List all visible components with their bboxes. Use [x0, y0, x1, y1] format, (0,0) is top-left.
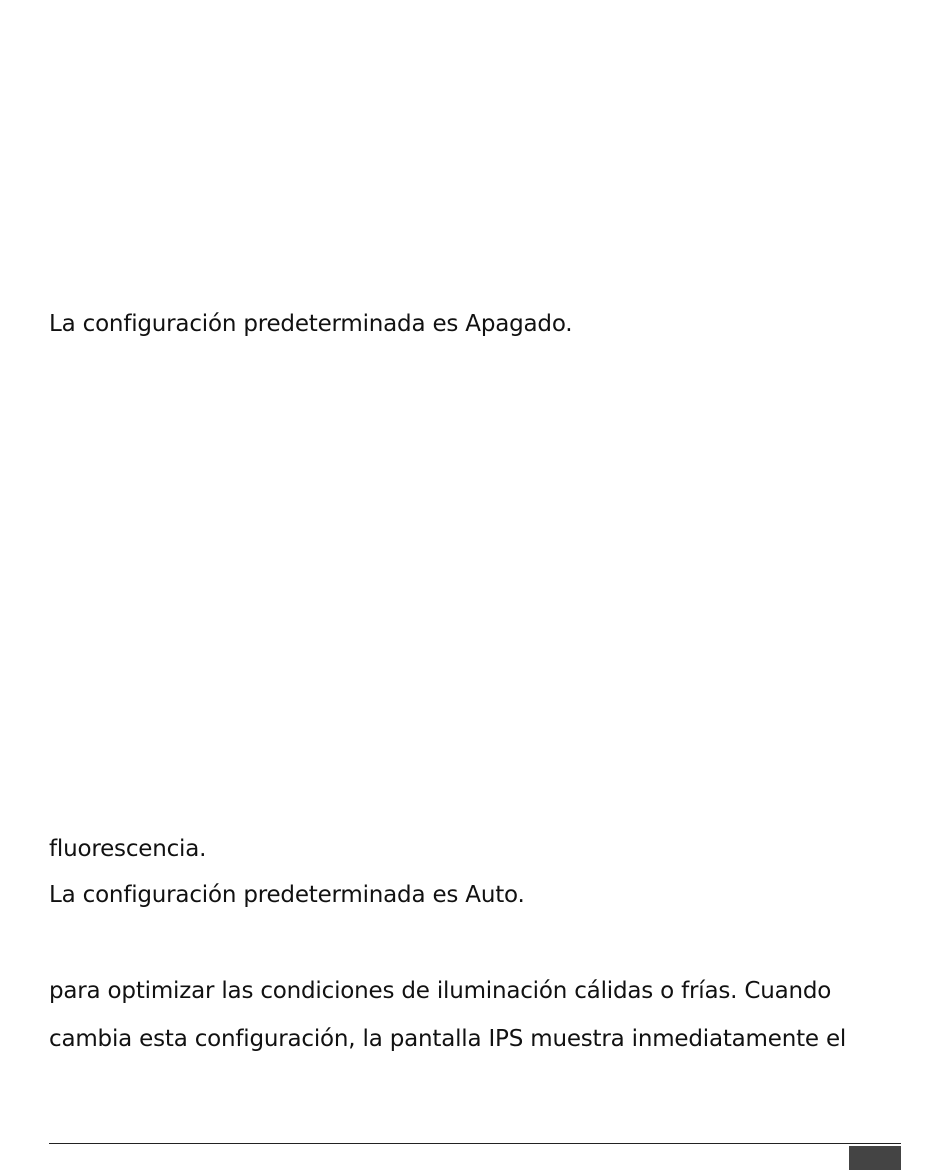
footer-divider: [49, 1143, 901, 1144]
page-number-tab: [849, 1146, 901, 1170]
default-setting-auto-text: La configuración predeterminada es Auto.: [49, 882, 525, 908]
lighting-conditions-text: para optimizar las condiciones de iluminación cálidas o frías. Cuando: [49, 978, 832, 1004]
ips-display-text: cambia esta configuración, la pantalla IPS muestra inmediatamente el: [49, 1026, 847, 1052]
default-setting-off-text: La configuración predeterminada es Apagado.: [49, 311, 573, 337]
fluorescence-text: fluorescencia.: [49, 836, 207, 862]
